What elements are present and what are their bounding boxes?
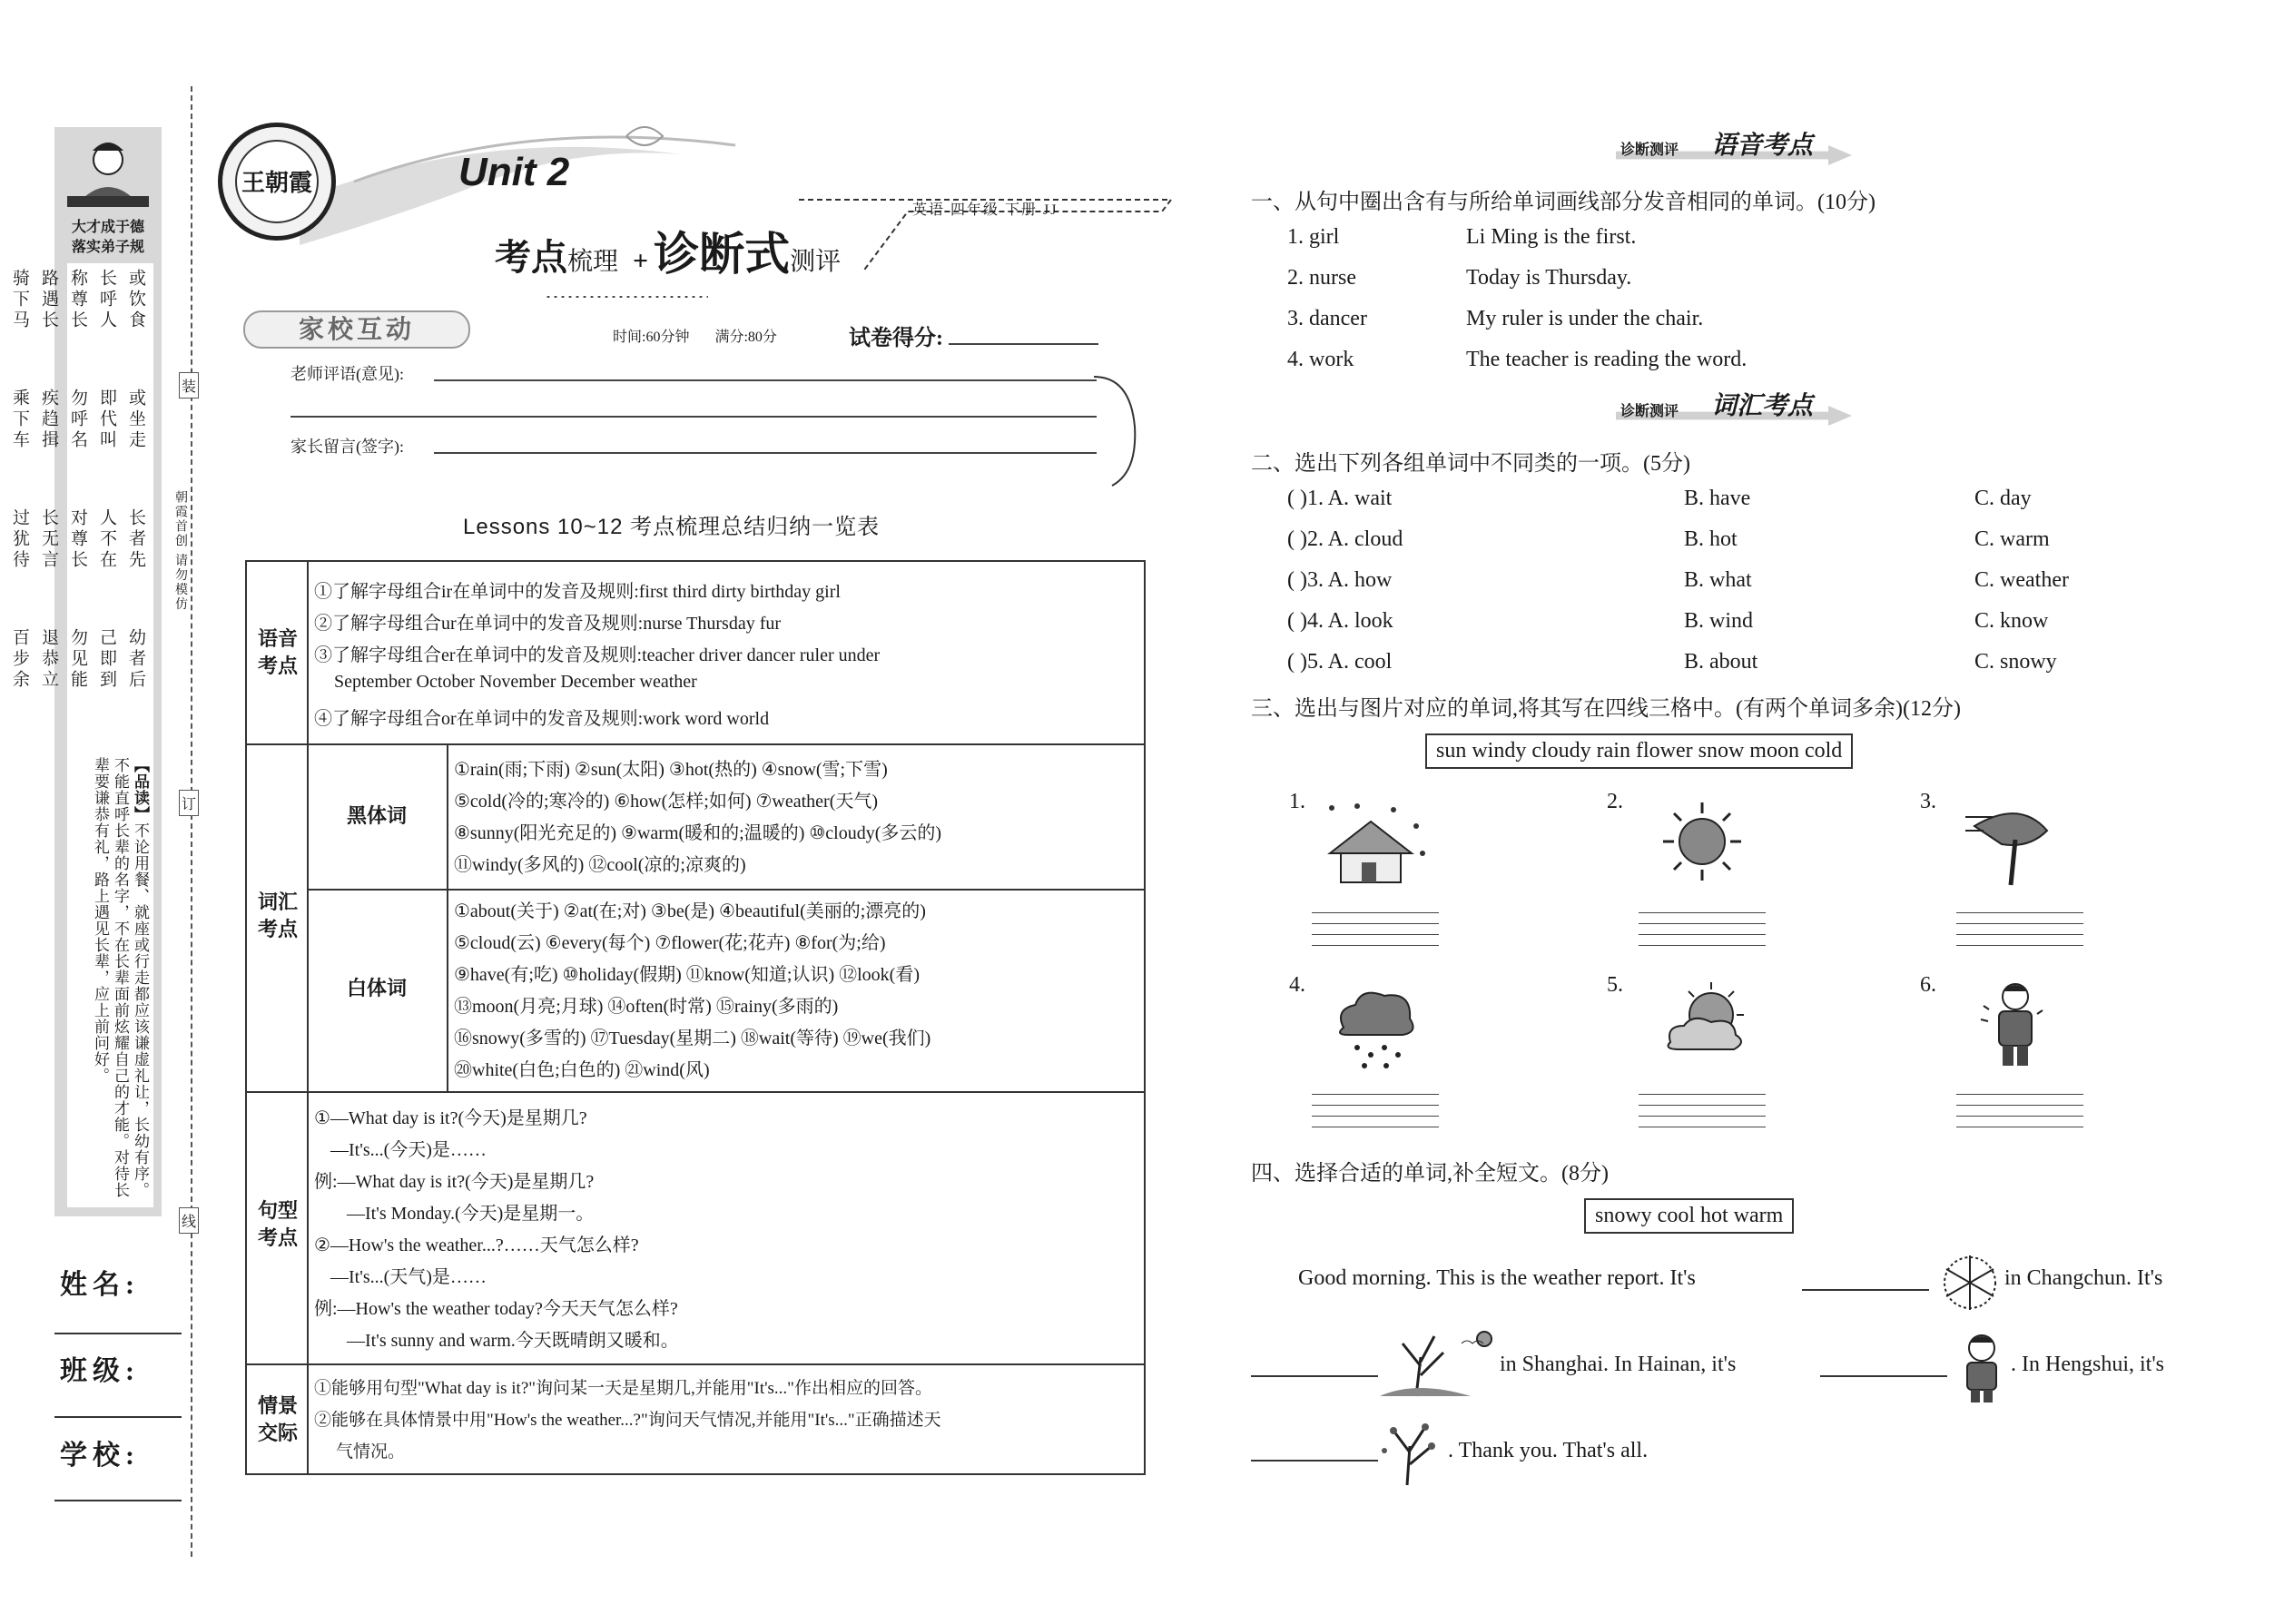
writing-line[interactable] (1956, 934, 2083, 935)
table-divider (307, 562, 309, 1475)
subtitle-plus: + (633, 246, 649, 276)
phonics-line-5: ④了解字母组合or在单词中的发音及规则:work word world (314, 709, 770, 729)
q4-blank-4[interactable] (1251, 1460, 1378, 1462)
bold-word-line-4: ⑪windy(多风的) ⑫cool(凉的;凉爽的) (454, 855, 746, 875)
exam-meta (613, 325, 777, 346)
table-title: Lessons 10~12 考点梳理总结归纳一览表 (463, 515, 881, 539)
q4-line-1b: in Changchun. It's (2004, 1266, 2163, 1290)
summary-table (245, 560, 1146, 1475)
motto-line-1: 大才成于德 (71, 220, 144, 235)
snow-house-icon (1321, 799, 1430, 890)
q3-num-4: 4. (1289, 973, 1305, 997)
phonics-line-3: ③了解字母组合er在单词中的发音及规则:teacher driver dancer ruler under (314, 645, 881, 665)
q4-line-1a: Good morning. This is the weather report. It's (1298, 1266, 1696, 1290)
q4-title: 四、选择合适的单词,补全短文。(8分) (1251, 1162, 1609, 1186)
verse-column: 疾趋揖 (39, 389, 58, 451)
parent-note-label: 家长留言(签字): (290, 438, 404, 456)
class-line[interactable] (54, 1416, 182, 1418)
table-divider (307, 889, 1146, 891)
q2-option-c: C. know (1974, 609, 2049, 633)
bold-word-line-1: ①rain(雨;下雨) ②sun(太阳) ③hot(热的) ④snow(雪;下雪) (454, 760, 888, 780)
home-school-banner: 家校互动 (243, 310, 470, 349)
plain-word-line-3: ⑨have(有;吃) ⑩holiday(假期) ⑪know(知道;认识) ⑫look(看) (454, 965, 920, 985)
unit-title: Unit 2 (458, 150, 570, 194)
side-note: 朝霞首创 请勿模仿 (173, 490, 187, 612)
q4-blank-2[interactable] (1251, 1375, 1378, 1377)
sentence-line-7: 例:—How's the weather today?今天天气怎么样? (314, 1299, 678, 1319)
reading-text: 不论用餐、就座或行走都应该谦虚礼让，长幼有序。不能直呼长辈的名字，不在长辈面前炫耀自己的才能。对待长辈要谦恭有礼，路上遇见长辈，应上前问好。 (92, 757, 149, 1198)
writing-line[interactable] (1956, 945, 2083, 946)
warm-tree-icon (1380, 1325, 1507, 1398)
margin-mark-zhuang: 装 (179, 372, 199, 399)
q4-word-bank: snowy cool hot warm (1584, 1198, 1794, 1234)
table-divider (247, 1091, 1146, 1093)
bold-word-line-3: ⑧sunny(阳光充足的) ⑨warm(暖和的;温暖的) ⑩cloudy(多云的) (454, 823, 942, 843)
verse-column: 即代叫 (97, 389, 116, 451)
verse-column: 幼者后 (126, 628, 145, 691)
writing-line[interactable] (1956, 1094, 2083, 1095)
rain-cloud-icon (1330, 982, 1421, 1073)
verse-column: 勿呼名 (68, 389, 87, 451)
verse-column: 百步余 (10, 628, 29, 691)
writing-line[interactable] (1312, 945, 1439, 946)
q2-option-b: B. have (1684, 487, 1751, 510)
situation-line-1: ①能够用句型"What day is it?"询问某一天是星期几,并能用"It's..."作出相应的回答。 (314, 1379, 932, 1398)
sentence-line-2: —It's...(今天)是…… (330, 1140, 487, 1160)
phonics-line-1: ①了解字母组合ir在单词中的发音及规则:first third dirty birthday girl (314, 582, 841, 602)
verse-column: 长者先 (126, 508, 145, 571)
verse-column: 或坐走 (126, 389, 145, 451)
verse-column: 或饮食 (126, 269, 145, 331)
sentence-line-8: —It's sunny and warm.今天既晴朗又暖和。 (347, 1331, 679, 1351)
teacher-comment-line-2[interactable] (290, 416, 1097, 418)
writing-line[interactable] (1639, 934, 1766, 935)
q1-sentence: Li Ming is the first. (1466, 225, 1637, 249)
scholar-figure-icon (58, 133, 158, 214)
writing-line[interactable] (1312, 923, 1439, 924)
phonics-line-2: ②了解字母组合ur在单词中的发音及规则:nurse Thursday fur (314, 614, 782, 634)
q4-line-2a: in Shanghai. In Hainan, it's (1500, 1353, 1737, 1376)
q2-option-b: B. about (1684, 650, 1758, 674)
verse-column: 骑下马 (10, 269, 29, 331)
verse-column: 人不在 (97, 508, 116, 571)
phonics-label: 语音考点 (257, 627, 298, 677)
margin-mark-xian: 线 (179, 1207, 199, 1234)
subject-info: 英语 四年级 下册 JJ (912, 202, 1058, 218)
sentence-line-4: —It's Monday.(今天)是星期一。 (347, 1204, 595, 1224)
writing-line[interactable] (1639, 1094, 1766, 1095)
writing-line[interactable] (1639, 945, 1766, 946)
vocab-tag: 词汇考点 (1711, 392, 1814, 420)
q3-title: 三、选出与图片对应的单词,将其写在四线三格中。(有两个单词多余)(12分) (1251, 697, 1961, 721)
q2-option-a[interactable]: ( )3. A. how (1287, 568, 1393, 592)
motto-line-2: 落实弟子规 (71, 240, 144, 255)
q2-option-a[interactable]: ( )4. A. look (1287, 609, 1393, 633)
cold-boy-icon (1979, 979, 2052, 1069)
q2-option-b: B. wind (1684, 609, 1754, 633)
q1-sentence: The teacher is reading the word. (1466, 348, 1748, 371)
logo-text: 王朝霞 (235, 140, 319, 223)
q2-title: 二、选出下列各组单词中不同类的一项。(5分) (1251, 452, 1690, 476)
sentence-line-1: ①—What day is it?(今天)是星期几? (314, 1108, 587, 1128)
school-line[interactable] (54, 1500, 182, 1501)
phonics-tag: 语音考点 (1711, 132, 1814, 160)
subtitle-part-4: 测评 (790, 248, 842, 276)
writing-line[interactable] (1312, 1116, 1439, 1117)
bold-word-line-2: ⑤cold(冷的;寒冷的) ⑥how(怎样;如何) ⑦weather(天气) (454, 792, 879, 812)
phonics-line-4: September October November December weather (334, 672, 697, 692)
strip-motto (58, 218, 158, 258)
subtitle-part-3: 诊断式 (654, 229, 791, 280)
vocab-label: 词汇考点 (257, 891, 298, 940)
q1-word: 1. girl (1287, 225, 1340, 249)
dot-divider (545, 295, 708, 299)
q3-num-3: 3. (1920, 790, 1936, 813)
writing-line[interactable] (1312, 1105, 1439, 1106)
verse-column: 称尊长 (68, 269, 87, 331)
name-label: 姓名: (60, 1270, 140, 1300)
sentence-label: 句型考点 (257, 1199, 298, 1249)
plain-word-line-1: ①about(关于) ②at(在;对) ③be(是) ④beautiful(美丽的;漂亮的) (454, 901, 926, 921)
q1-word: 2. nurse (1287, 266, 1356, 290)
q4-line-3: . Thank you. That's all. (1448, 1439, 1649, 1462)
writing-line[interactable] (1956, 1116, 2083, 1117)
verse-column: 己即到 (97, 628, 116, 691)
diagnostic-tag-1: 诊断测评 (1620, 143, 1679, 158)
left-decorative-strip (10, 127, 162, 1216)
exam-full-score: 满分:80分 (714, 330, 777, 345)
binding-dashed-line (191, 86, 192, 1557)
teacher-comment-line[interactable] (434, 379, 1097, 381)
diagnostic-tag-2: 诊断测评 (1620, 404, 1679, 419)
situation-line-3: 气情况。 (336, 1442, 406, 1462)
situation-line-2: ②能够在具体情景中用"How's the weather...?"询问天气情况,并能用"It's..."正确描述天 (314, 1411, 941, 1430)
school-label: 学校: (60, 1441, 140, 1471)
verse-column: 退恭立 (39, 628, 58, 691)
parent-note-line[interactable] (434, 452, 1097, 454)
verse-column: 乘下车 (10, 389, 29, 451)
q4-blank-3[interactable] (1820, 1375, 1947, 1377)
bold-words-label: 黑体词 (346, 804, 407, 827)
plain-word-line-6: ⑳white(白色;白色的) ㉑wind(风) (454, 1060, 710, 1080)
reading-box (67, 753, 153, 1207)
writing-line[interactable] (1639, 1116, 1766, 1117)
q1-word: 4. work (1287, 348, 1354, 371)
writing-line[interactable] (1312, 934, 1439, 935)
q1-word: 3. dancer (1287, 307, 1367, 330)
q1-sentence: My ruler is under the chair. (1466, 307, 1704, 330)
teacher-comment-label: 老师评语(意见): (290, 365, 404, 383)
verse-column: 路遇长 (39, 269, 58, 331)
verse-column: 过犹待 (10, 508, 29, 571)
hot-boy-icon (1956, 1330, 2011, 1403)
score-input-line[interactable] (949, 343, 1098, 345)
q1-sentence: Today is Thursday. (1466, 266, 1632, 290)
sun-icon (1661, 801, 1743, 882)
q2-option-a[interactable]: ( )2. A. cloud (1287, 527, 1403, 551)
writing-line[interactable] (1956, 923, 2083, 924)
writing-line[interactable] (1639, 923, 1766, 924)
q4-line-2b: . In Hengshui, it's (2011, 1353, 2164, 1376)
q2-option-c: C. warm (1974, 527, 2050, 551)
verse-column: 勿见能 (68, 628, 87, 691)
margin-mark-ding: 订 (179, 790, 199, 816)
table-divider (247, 743, 1146, 745)
subtitle-part-2: 梳理 (567, 248, 619, 276)
q3-num-2: 2. (1607, 790, 1623, 813)
plain-word-line-4: ⑬moon(月亮;月球) ⑭often(时常) ⑮rainy(多雨的) (454, 997, 839, 1017)
subtitle-part-1: 考点 (495, 237, 567, 278)
writing-line[interactable] (1639, 1105, 1766, 1106)
writing-line[interactable] (1956, 912, 2083, 913)
exam-time: 时间:60分钟 (613, 330, 690, 345)
writing-line[interactable] (1312, 912, 1439, 913)
writing-line[interactable] (1312, 1094, 1439, 1095)
q2-option-b: B. what (1684, 568, 1752, 592)
q2-option-c: C. day (1974, 487, 2032, 510)
table-divider (247, 1363, 1146, 1365)
q2-option-a[interactable]: ( )5. A. cool (1287, 650, 1393, 674)
q1-title: 一、从句中圈出含有与所给单词画线部分发音相同的单词。(10分) (1251, 191, 1876, 214)
q2-option-b: B. hot (1684, 527, 1738, 551)
situation-label: 情景交际 (257, 1394, 298, 1444)
verse-column: 长呼人 (97, 269, 116, 331)
plain-word-line-2: ⑤cloud(云) ⑥every(每个) ⑦flower(花;花卉) ⑧for(为;给) (454, 933, 886, 953)
page-subtitle (495, 218, 841, 283)
score-label: 试卷得分: (849, 327, 943, 350)
writing-line[interactable] (1956, 1105, 2083, 1106)
windy-tree-icon (1965, 799, 2056, 890)
bracket-decoration (1094, 372, 1148, 490)
table-divider (447, 743, 448, 1091)
cool-tree-icon (1375, 1414, 1448, 1487)
sentence-line-6: —It's...(天气)是…… (330, 1267, 487, 1287)
q2-option-c: C. weather (1974, 568, 2069, 592)
plain-word-line-5: ⑯snowy(多雪的) ⑰Tuesday(星期二) ⑱wait(等待) ⑲we(我们) (454, 1029, 931, 1048)
q4-blank-1[interactable] (1802, 1289, 1929, 1291)
q2-option-a[interactable]: ( )1. A. wait (1287, 487, 1393, 510)
q3-num-6: 6. (1920, 973, 1936, 997)
q3-word-bank: sun windy cloudy rain flower snow moon cold (1425, 733, 1853, 769)
sentence-line-5: ②—How's the weather...?……天气怎么样? (314, 1235, 639, 1255)
plain-words-label: 白体词 (346, 977, 407, 999)
q3-num-1: 1. (1289, 790, 1305, 813)
reading-label: 【品读】 (132, 757, 149, 822)
q2-option-c: C. snowy (1974, 650, 2057, 674)
verse-column: 对尊长 (68, 508, 87, 571)
snowflake-icon (1938, 1251, 2002, 1314)
name-line[interactable] (54, 1333, 182, 1334)
cloud-sun-icon (1661, 979, 1752, 1069)
writing-line[interactable] (1639, 912, 1766, 913)
verse-column: 长无言 (39, 508, 58, 571)
logo-icon (218, 123, 336, 241)
class-label: 班级: (60, 1356, 140, 1386)
q3-num-5: 5. (1607, 973, 1623, 997)
sentence-line-3: 例:—What day is it?(今天)是星期几? (314, 1172, 595, 1192)
